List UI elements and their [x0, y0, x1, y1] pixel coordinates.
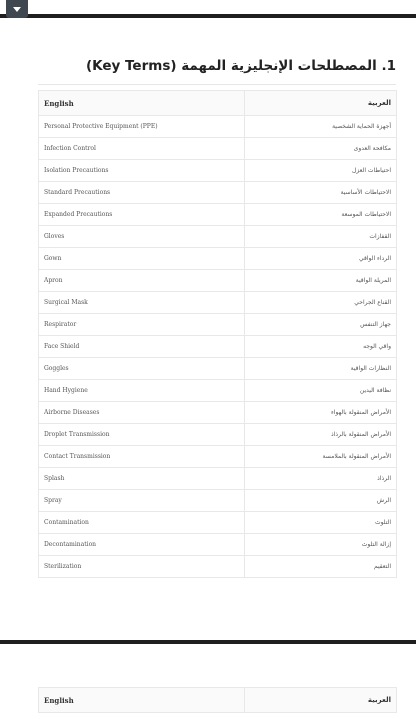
- table-row: [39, 358, 397, 380]
- table-row: [39, 204, 397, 226]
- table-row: [39, 116, 397, 138]
- cell-english: Contact Transmission: [39, 446, 245, 468]
- cell-arabic: الاحتياطات الموسعة: [245, 204, 397, 226]
- table-row: [39, 468, 397, 490]
- cell-english: Gown: [39, 248, 245, 270]
- header-arabic: العربية: [245, 688, 397, 713]
- cell-arabic: القفازات: [245, 226, 397, 248]
- cell-english: Droplet Transmission: [39, 424, 245, 446]
- table-row: [39, 160, 397, 182]
- cell-english: Personal Protective Equipment (PPE): [39, 116, 245, 138]
- cell-arabic: جهاز التنفس: [245, 314, 397, 336]
- cell-arabic: الاحتياطات الأساسية: [245, 182, 397, 204]
- menu-toggle-button[interactable]: [6, 0, 28, 18]
- cell-english: Expanded Precautions: [39, 204, 245, 226]
- terms-table: [38, 90, 397, 578]
- table-row: [39, 446, 397, 468]
- table-row: [39, 380, 397, 402]
- top-divider: [0, 14, 416, 18]
- cell-english: Hand Hygiene: [39, 380, 245, 402]
- cell-arabic: التلوث: [245, 512, 397, 534]
- cell-english: Decontamination: [39, 534, 245, 556]
- cell-english: Goggles: [39, 358, 245, 380]
- section-divider: [0, 640, 416, 644]
- table-row: [39, 336, 397, 358]
- table-row: [39, 314, 397, 336]
- cell-english: Isolation Precautions: [39, 160, 245, 182]
- table-row: [39, 490, 397, 512]
- cell-arabic: النظارات الواقية: [245, 358, 397, 380]
- cell-arabic: الرش: [245, 490, 397, 512]
- table-row: [39, 402, 397, 424]
- section-heading: 1. المصطلحات الإنجليزية المهمة (Key Terms): [85, 58, 396, 74]
- table-row: [39, 270, 397, 292]
- table-row: [39, 512, 397, 534]
- table-header-row: [39, 91, 397, 116]
- table-row: [39, 534, 397, 556]
- header-english: English: [39, 91, 245, 116]
- cell-english: Contamination: [39, 512, 245, 534]
- table-row: [39, 424, 397, 446]
- terms-table-2: [38, 687, 397, 713]
- cell-arabic: إزالة التلوث: [245, 534, 397, 556]
- cell-arabic: واقي الوجه: [245, 336, 397, 358]
- cell-arabic: الأمراض المنقولة بالهواء: [245, 402, 397, 424]
- table-row: [39, 556, 397, 578]
- table-row: [39, 292, 397, 314]
- cell-arabic: التعقيم: [245, 556, 397, 578]
- cell-english: Standard Precautions: [39, 182, 245, 204]
- cell-arabic: الأمراض المنقولة بالملامسة: [245, 446, 397, 468]
- cell-english: Face Shield: [39, 336, 245, 358]
- cell-english: Surgical Mask: [39, 292, 245, 314]
- header-arabic: العربية: [245, 91, 397, 116]
- table-row: [39, 248, 397, 270]
- cell-arabic: نظافة اليدين: [245, 380, 397, 402]
- cell-english: Splash: [39, 468, 245, 490]
- heading-underline: [38, 84, 396, 85]
- table-row: [39, 138, 397, 160]
- cell-arabic: مكافحة العدوى: [245, 138, 397, 160]
- cell-arabic: الرذاذ: [245, 468, 397, 490]
- cell-arabic: الأمراض المنقولة بالرذاذ: [245, 424, 397, 446]
- cell-english: Airborne Diseases: [39, 402, 245, 424]
- cell-english: Infection Control: [39, 138, 245, 160]
- table-header-row: [39, 688, 397, 713]
- table-row: [39, 182, 397, 204]
- cell-arabic: المريلة الواقية: [245, 270, 397, 292]
- cell-arabic: احتياطات العزل: [245, 160, 397, 182]
- cell-english: Sterilization: [39, 556, 245, 578]
- cell-english: Gloves: [39, 226, 245, 248]
- table-row: [39, 226, 397, 248]
- header-english: English: [39, 688, 245, 713]
- top-bar: [0, 0, 416, 19]
- cell-arabic: القناع الجراحي: [245, 292, 397, 314]
- cell-english: Apron: [39, 270, 245, 292]
- triangle-down-icon: [13, 7, 21, 12]
- cell-english: Respirator: [39, 314, 245, 336]
- cell-english: Spray: [39, 490, 245, 512]
- cell-arabic: أجهزة الحماية الشخصية: [245, 116, 397, 138]
- cell-arabic: الرداء الواقي: [245, 248, 397, 270]
